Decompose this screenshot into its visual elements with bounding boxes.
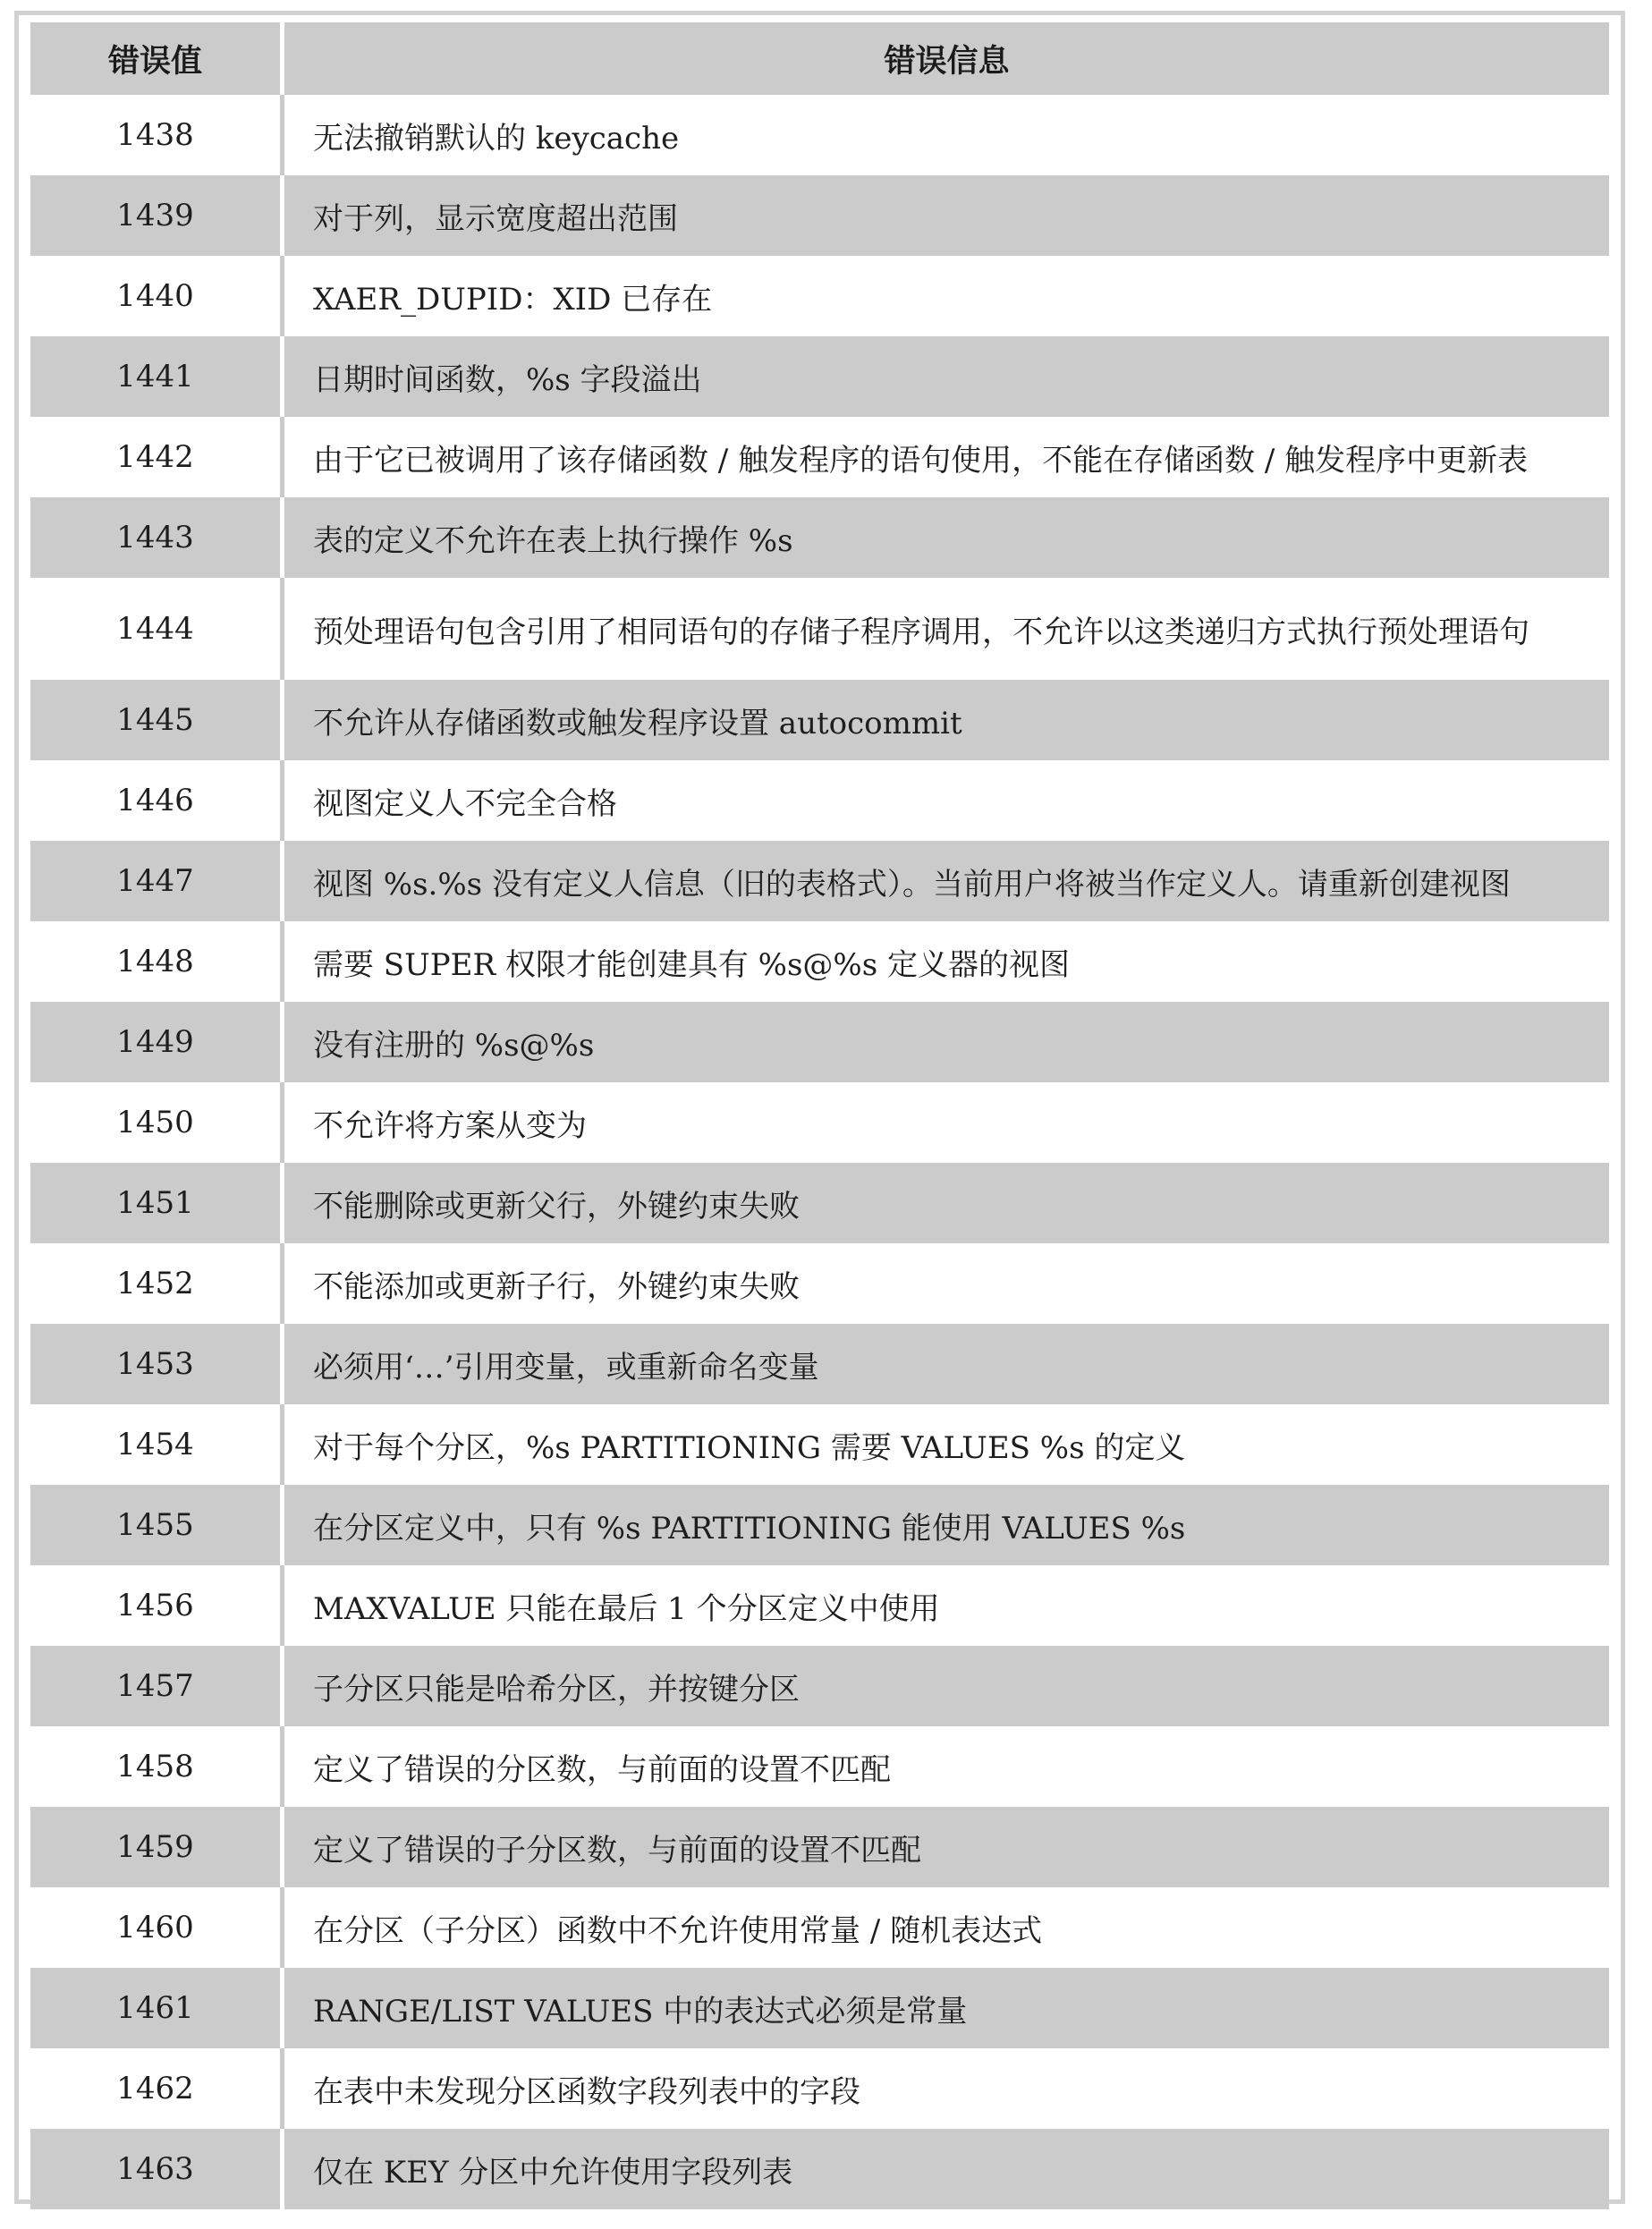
table-row: [30, 1002, 1609, 1082]
error-message: 仅在 KEY 分区中允许使用字段列表: [284, 2129, 1609, 2209]
error-code: 1438: [30, 95, 284, 175]
error-code: 1445: [30, 680, 284, 760]
error-message: 表的定义不允许在表上执行操作 %s: [284, 497, 1609, 578]
error-code: 1450: [30, 1082, 284, 1163]
table-row: [30, 1082, 1609, 1163]
table-row: [30, 760, 1609, 841]
error-message: 没有注册的 %s@%s: [284, 1002, 1609, 1082]
error-code: 1439: [30, 175, 284, 256]
table-row: [30, 578, 1609, 680]
error-message: 不允许从存储函数或触发程序设置 autocommit: [284, 680, 1609, 760]
error-message: XAER_DUPID：XID 已存在: [313, 281, 713, 318]
error-code: 1446: [30, 760, 284, 841]
error-message: 对于列，显示宽度超出范围: [284, 175, 1609, 256]
error-message: RANGE/LIST VALUES 中的表达式必须是常量: [284, 1968, 1609, 2048]
table-row: [30, 1243, 1609, 1324]
error-code: 1462: [30, 2048, 284, 2129]
error-code: 1451: [30, 1163, 284, 1243]
table-row: [30, 2129, 1609, 2209]
error-code-table: [30, 22, 1609, 2209]
error-message: 预处理语句包含引用了相同语句的存储子程序调用，不允许以这类递归方式执行预处理语句: [313, 614, 1529, 650]
error-message: 需要 SUPER 权限才能创建具有 %s@%s 定义器的视图: [313, 946, 1070, 983]
table-row: [30, 680, 1609, 760]
error-message: 子分区只能是哈希分区，并按键分区: [284, 1646, 1609, 1726]
table-row: [30, 2048, 1609, 2129]
table-row: [30, 95, 1609, 175]
error-message: 在表中未发现分区函数字段列表中的字段: [313, 2073, 860, 2110]
error-code: 1459: [30, 1807, 284, 1887]
error-code: 1457: [30, 1646, 284, 1726]
error-message: 由于它已被调用了该存储函数 / 触发程序的语句使用，不能在存储函数 / 触发程序中更新表: [313, 442, 1529, 479]
error-message: 在分区定义中，只有 %s PARTITIONING 能使用 VALUES %s: [284, 1485, 1609, 1565]
table-row: [30, 1485, 1609, 1565]
error-code: 1447: [30, 841, 284, 921]
table-header-row: [30, 22, 1609, 95]
table-row: [30, 1404, 1609, 1485]
error-code: 1442: [30, 417, 284, 497]
error-message: MAXVALUE 只能在最后 1 个分区定义中使用: [313, 1590, 940, 1627]
error-code: 1441: [30, 336, 284, 417]
error-message: 定义了错误的子分区数，与前面的设置不匹配: [284, 1807, 1609, 1887]
table-row: [30, 1807, 1609, 1887]
error-code: 1453: [30, 1324, 284, 1404]
error-message: 必须用‘…’引用变量，或重新命名变量: [284, 1324, 1609, 1404]
table-row: [30, 256, 1609, 336]
error-message: 不能添加或更新子行，外键约束失败: [313, 1268, 800, 1305]
table-row: [30, 1324, 1609, 1404]
table-row: [30, 841, 1609, 921]
error-code: 1440: [30, 256, 284, 336]
error-code: 1460: [30, 1887, 284, 1968]
error-code: 1456: [30, 1565, 284, 1646]
error-code: 1452: [30, 1243, 284, 1324]
error-message: 在分区（子分区）函数中不允许使用常量 / 随机表达式: [313, 1912, 1043, 1949]
table-row: [30, 1887, 1609, 1968]
table-row: [30, 336, 1609, 417]
error-message: 对于每个分区，%s PARTITIONING 需要 VALUES %s 的定义: [313, 1429, 1186, 1466]
table-row: [30, 417, 1609, 497]
error-message: 视图定义人不完全合格: [313, 785, 617, 822]
error-code: 1454: [30, 1404, 284, 1485]
table-row: [30, 1726, 1609, 1807]
error-code: 1443: [30, 497, 284, 578]
table-row: [30, 1163, 1609, 1243]
error-message: 无法撤销默认的 keycache: [313, 120, 680, 157]
header-error-code: 错误值: [30, 22, 284, 95]
error-code: 1444: [30, 578, 284, 680]
header-error-message: 错误信息: [284, 22, 1609, 95]
error-message: 定义了错误的分区数，与前面的设置不匹配: [313, 1751, 891, 1788]
table-row: [30, 1968, 1609, 2048]
error-code: 1449: [30, 1002, 284, 1082]
error-message: 不允许将方案从变为: [313, 1107, 587, 1144]
table-row: [30, 1565, 1609, 1646]
error-message: 日期时间函数，%s 字段溢出: [284, 336, 1609, 417]
error-message: 视图 %s.%s 没有定义人信息（旧的表格式）。当前用户将被当作定义人。请重新创建视图: [284, 841, 1609, 921]
error-code: 1448: [30, 921, 284, 1002]
table-row: [30, 921, 1609, 1002]
error-code: 1455: [30, 1485, 284, 1565]
table-row: [30, 497, 1609, 578]
table-row: [30, 175, 1609, 256]
error-code: 1461: [30, 1968, 284, 2048]
error-code: 1463: [30, 2129, 284, 2209]
table-row: [30, 1646, 1609, 1726]
error-code: 1458: [30, 1726, 284, 1807]
error-message: 不能删除或更新父行，外键约束失败: [284, 1163, 1609, 1243]
